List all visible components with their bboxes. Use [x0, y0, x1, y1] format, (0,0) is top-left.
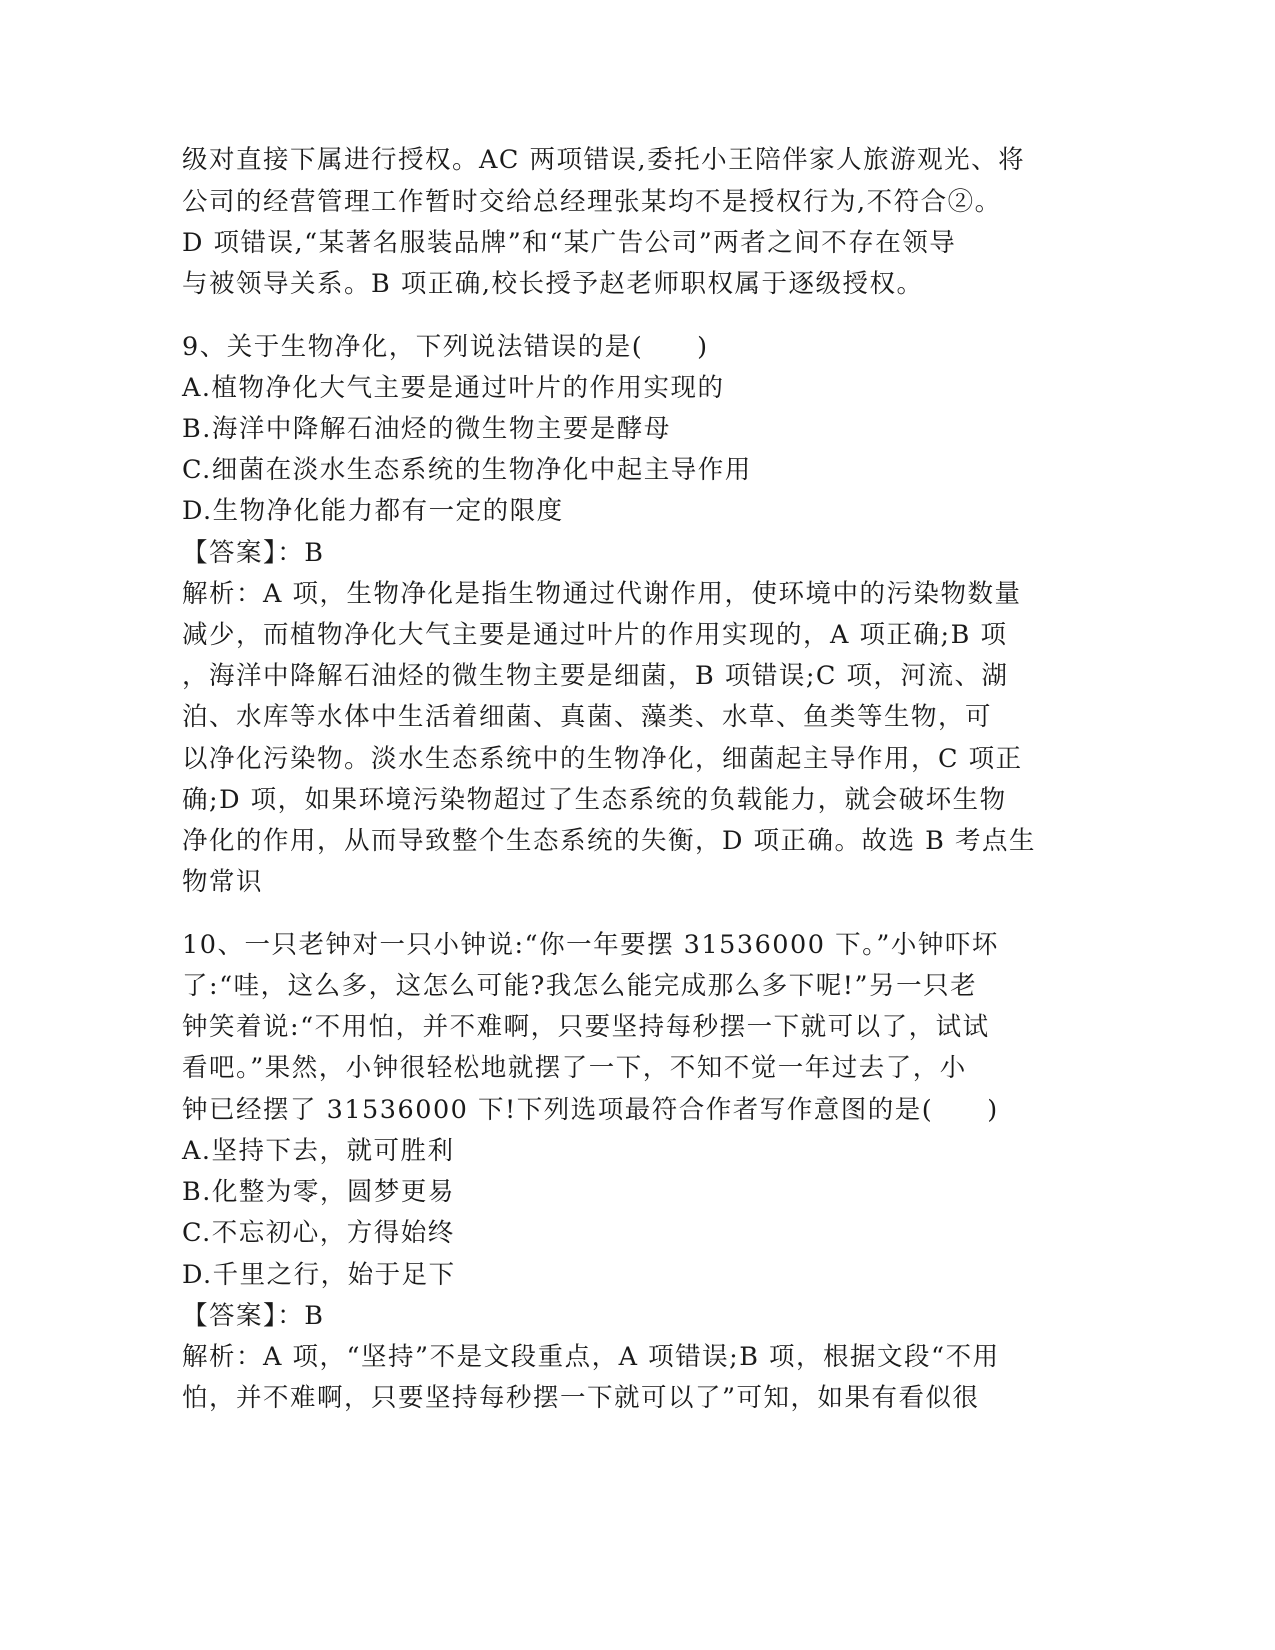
question-9-analysis: 减少，而植物净化大气主要是通过叶片的作用实现的，A 项正确;B 项	[182, 620, 1008, 650]
question-9-option-c: C.细菌在淡水生态系统的生物净化中起主导作用	[182, 455, 752, 485]
question-10-stem: 看吧。”果然，小钟很轻松地就摆了一下，不知不觉一年过去了，小	[182, 1053, 967, 1083]
question-9-stem: 9、关于生物净化，下列说法错误的是( )	[182, 332, 709, 362]
question-10-analysis: 怕，并不难啊，只要坚持每秒摆一下就可以了”可知，如果有看似很	[182, 1383, 980, 1413]
question-10-option-c: C.不忘初心，方得始终	[182, 1218, 455, 1248]
question-9-answer: 【答案】：B	[182, 538, 325, 568]
question-10-stem: 10、一只老钟对一只小钟说:“你一年要摆 31536000 下。”小钟吓坏	[182, 930, 999, 960]
question-9-option-d: D.生物净化能力都有一定的限度	[182, 496, 564, 526]
question-10-stem: 了:“哇，这么多，这怎么可能?我怎么能完成那么多下呢!”另一只老	[182, 971, 978, 1001]
text-line: 与被领导关系。B 项正确,校长授予赵老师职权属于逐级授权。	[182, 269, 924, 299]
question-9-analysis: 物常识	[182, 867, 264, 897]
text-line: 公司的经营管理工作暂时交给总经理张某均不是授权行为,不符合②。	[182, 187, 1002, 217]
question-10-analysis: 解析：A 项，“坚持”不是文段重点，A 项错误;B 项，根据文段“不用	[182, 1342, 1000, 1372]
question-9-analysis: 确;D 项，如果环境污染物超过了生态系统的负载能力，就会破坏生物	[182, 785, 1007, 815]
question-9-analysis: ，海洋中降解石油烃的微生物主要是细菌，B 项错误;C 项，河流、湖	[182, 661, 1009, 691]
question-10-option-d: D.千里之行，始于足下	[182, 1260, 456, 1290]
text-line: 级对直接下属进行授权。AC 两项错误,委托小王陪伴家人旅游观光、将	[182, 145, 1026, 175]
question-10-answer: 【答案】：B	[182, 1301, 325, 1331]
question-9-analysis: 泊、水库等水体中生活着细菌、真菌、藻类、水草、鱼类等生物，可	[182, 702, 993, 732]
question-9-analysis: 以净化污染物。淡水生态系统中的生物净化，细菌起主导作用，C 项正	[182, 744, 1023, 774]
question-10-stem: 钟笑着说:“不用怕，并不难啊，只要坚持每秒摆一下就可以了，试试	[182, 1012, 990, 1042]
question-9-analysis: 净化的作用，从而导致整个生态系统的失衡，D 项正确。故选 B 考点生	[182, 826, 1037, 856]
question-10-option-a: A.坚持下去，就可胜利	[182, 1136, 455, 1166]
text-line: D 项错误,“某著名服装品牌”和“某广告公司”两者之间不存在领导	[182, 228, 957, 258]
question-9-option-b: B.海洋中降解石油烃的微生物主要是酵母	[182, 414, 671, 444]
question-10-option-b: B.化整为零，圆梦更易	[182, 1177, 455, 1207]
question-9-option-a: A.植物净化大气主要是通过叶片的作用实现的	[182, 373, 725, 403]
question-9-analysis: 解析：A 项，生物净化是指生物通过代谢作用，使环境中的污染物数量	[182, 579, 1022, 609]
question-10-stem: 钟已经摆了 31536000 下!下列选项最符合作者写作意图的是( )	[182, 1095, 999, 1125]
